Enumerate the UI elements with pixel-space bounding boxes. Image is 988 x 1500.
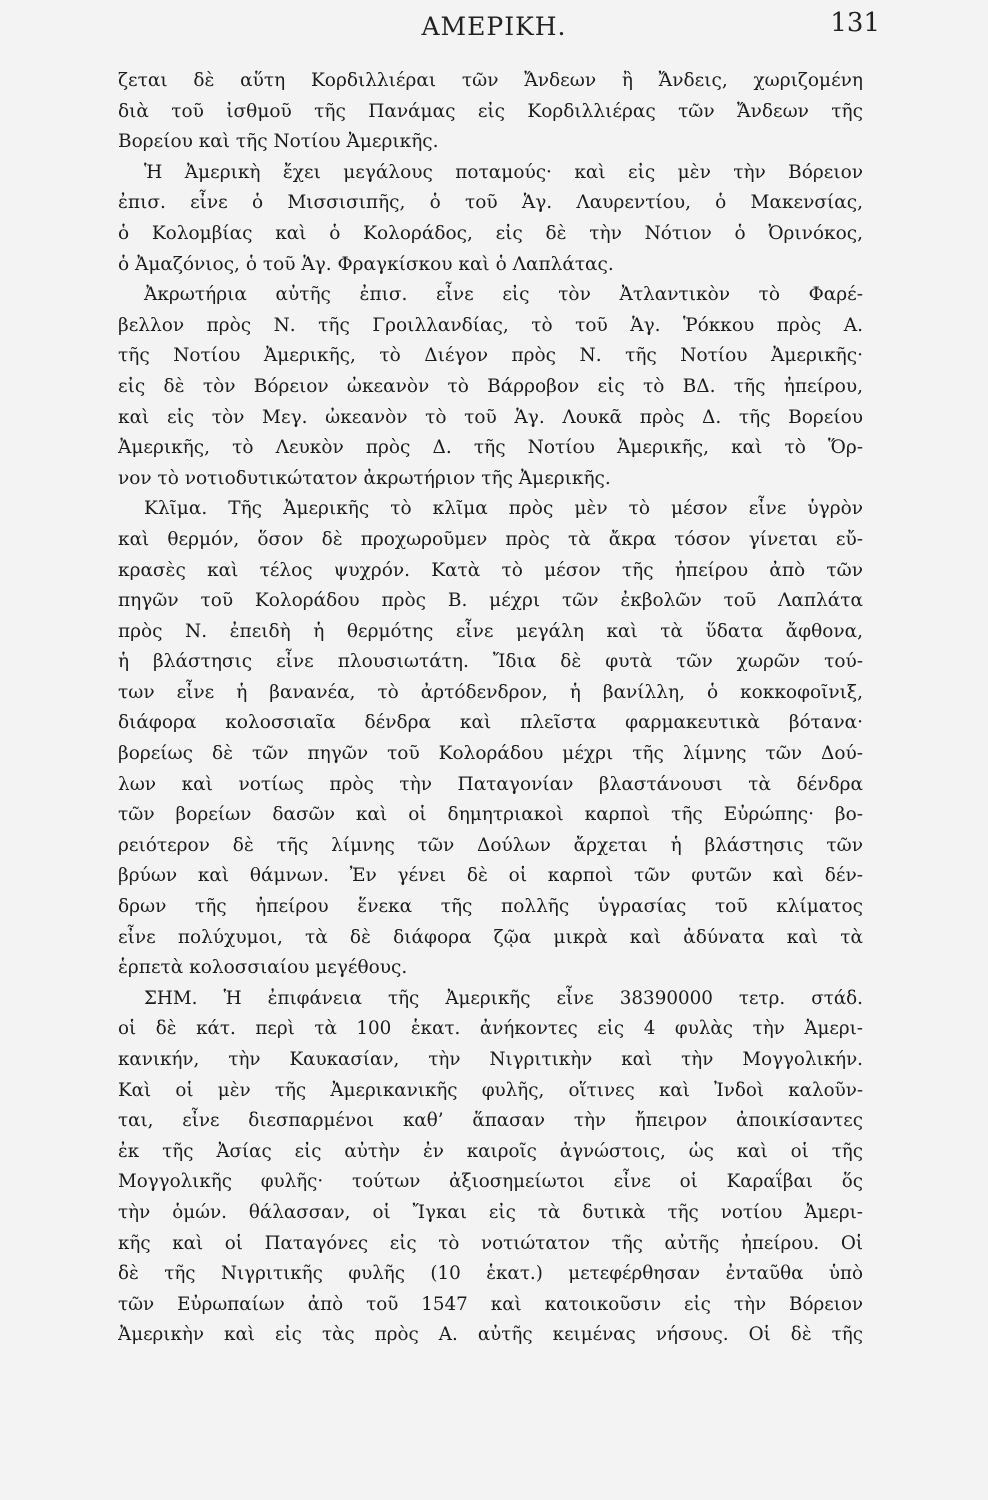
page-header [0, 8, 988, 48]
text-line: διάφορα κολοσσιαῖα δένδρα καὶ πλεῖστα φαρμακευτικὰ βότανα· [118, 712, 863, 734]
text-line: Καὶ οἱ μὲν τῆς Ἀμερικανικῆς φυλῆς, οἵτινες καὶ Ἰνδοὶ καλοῦν- [118, 1079, 863, 1101]
text-line: εἶνε πολύχυμοι, τὰ δὲ διάφορα ζῷα μικρὰ καὶ ἀδύνατα καὶ τὰ [118, 926, 863, 948]
text-line: των εἶνε ἡ βανανέα, τὸ ἀρτόδενδρον, ἡ βανίλλη, ὁ κοκκοφοῖνιξ, [118, 681, 863, 703]
text-line: καὶ θερμόν, ὅσον δὲ προχωροῦμεν πρὸς τὰ ἄκρα τόσον γίνεται εὔ- [118, 528, 863, 550]
text-line: νον τὸ νοτιοδυτικώτατον ἀκρωτήριον τῆς Ἀμερικῆς. [118, 467, 611, 489]
text-line: τῶν βορείων δασῶν καὶ οἱ δημητριακοὶ καρποὶ τῆς Εὐρώπης· βο- [118, 804, 863, 826]
text-line: κανικήν, τὴν Καυκασίαν, τὴν Νιγριτικὴν καὶ τὴν Μογγολικήν. [118, 1049, 863, 1070]
text-line: βελλον πρὸς Ν. τῆς Γροιλλανδίας, τὸ τοῦ Ἁγ. Ῥόκκου πρὸς Α. [118, 314, 863, 336]
text-line: ἐπισ. εἶνε ὁ Μισσισιπῆς, ὁ τοῦ Ἁγ. Λαυρεντίου, ὁ Μακενσίας, [118, 192, 863, 214]
text-line: κῆς καὶ οἱ Παταγόνες εἰς τὸ νοτιώτατον τῆς αὐτῆς ἠπείρου. Οἱ [118, 1232, 863, 1254]
text-line: καὶ εἰς τὸν Μεγ. ὠκεανὸν τὸ τοῦ Ἁγ. Λουκᾶ πρὸς Δ. τῆς Βορείου [118, 406, 863, 428]
text-line: Κλῖμα. Τῆς Ἀμερικῆς τὸ κλῖμα πρὸς μὲν τὸ μέσον εἶνε ὑγρὸν [144, 498, 863, 520]
text-line: Βορείου καὶ τῆς Νοτίου Ἀμερικῆς. [118, 131, 439, 153]
text-line: λων καὶ νοτίως πρὸς τὴν Παταγονίαν βλαστάνουσι τὰ δένδρα [118, 773, 863, 795]
text-line: διὰ τοῦ ἰσθμοῦ τῆς Πανάμας εἰς Κορδιλλιέρας τῶν Ἄνδεων τῆς [118, 100, 863, 122]
text-line: τῶν Εὐρωπαίων ἀπὸ τοῦ 1547 καὶ κατοικοῦσιν εἰς τὴν Βόρειον [118, 1293, 863, 1315]
text-line: τῆς Νοτίου Ἀμερικῆς, τὸ Διέγον πρὸς Ν. τῆς Νοτίου Ἀμερικῆς· [118, 345, 863, 367]
text-line: βορείως δὲ τῶν πηγῶν τοῦ Κολοράδου μέχρι τῆς λίμνης τῶν Δού- [118, 743, 863, 765]
text-line: ἡ βλάστησις εἶνε πλουσιωτάτη. Ἴδια δὲ φυτὰ τῶν χωρῶν τού- [118, 651, 863, 673]
text-line: ἐκ τῆς Ἀσίας εἰς αὐτὴν ἐν καιροῖς ἀγνώστοις, ὡς καὶ οἱ τῆς [118, 1140, 863, 1162]
main-paragraphs [118, 66, 863, 984]
text-line: Ἀκρωτήρια αὐτῆς ἐπισ. εἶνε εἰς τὸν Ἀτλαντικὸν τὸ Φαρέ- [144, 284, 863, 306]
text-line: ἑρπετὰ κολοσσιαίου μεγέθους. [118, 957, 408, 979]
text-line: εἰς δὲ τὸν Βόρειον ὠκεανὸν τὸ Βάρροβον εἰς τὸ ΒΔ. τῆς ἠπείρου, [118, 375, 863, 397]
text-line: Μογγολικῆς φυλῆς· τούτων ἀξιοσημείωτοι εἶνε οἱ Καραΐβαι ὅς [118, 1171, 863, 1193]
text-line: ὁ Κολομβίας καὶ ὁ Κολοράδος, εἰς δὲ τὴν Νότιον ὁ Ὀρινόκος, [118, 222, 863, 244]
text-line: τὴν ὁμών. θάλασσαν, οἱ Ἴγκαι εἰς τὰ δυτικὰ τῆς νοτίου Ἀμερι- [118, 1201, 863, 1223]
body-text [118, 66, 863, 1351]
text-line: δρων τῆς ἠπείρου ἕνεκα τῆς πολλῆς ὑγρασίας τοῦ κλίματος [118, 896, 863, 918]
text-line: κρασὲς καὶ τέλος ψυχρόν. Κατὰ τὸ μέσον τῆς ἠπείρου ἀπὸ τῶν [118, 559, 863, 581]
text-line: δὲ τῆς Νιγριτικῆς φυλῆς (10 ἑκατ.) μετεφέρθησαν ἐνταῦθα ὑπὸ [118, 1263, 863, 1285]
text-line: ρειότερον δὲ τῆς λίμνης τῶν Δούλων ἄρχεται ἡ βλάστησις τῶν [118, 834, 863, 856]
text-line: πηγῶν τοῦ Κολοράδου πρὸς Β. μέχρι τῶν ἐκβολῶν τοῦ Λαπλάτα [118, 590, 863, 612]
text-line: Ἡ Ἀμερικὴ ἔχει μεγάλους ποταμούς· καὶ εἰς μὲν τὴν Βόρειον [144, 161, 863, 183]
text-line: ὁ Ἀμαζόνιος, ὁ τοῦ Ἁγ. Φραγκίσκου καὶ ὁ Λαπλάτας. [118, 253, 614, 275]
text-line: βρύων καὶ θάμνων. Ἐν γένει δὲ οἱ καρποὶ τῶν φυτῶν καὶ δέν- [118, 865, 863, 887]
text-line: ΣΗΜ. Ἡ ἐπιφάνεια τῆς Ἀμερικῆς εἶνε 38390000 τετρ. στάδ. [144, 987, 863, 1009]
note-paragraph [118, 984, 863, 1351]
text-line: ζεται δὲ αὕτη Κορδιλλιέραι τῶν Ἄνδεων ἢ Ἄνδεις, χωριζομένη [118, 70, 863, 91]
text-line: Ἀμερικὴν καὶ εἰς τὰς πρὸς Α. αὐτῆς κειμένας νήσους. Οἱ δὲ τῆς [118, 1324, 863, 1346]
page-number: 131 [830, 8, 880, 38]
text-line: ται, εἶνε διεσπαρμένοι καθ’ ἅπασαν τὴν ἤπειρον ἀποικίσαντες [118, 1110, 863, 1132]
text-line: πρὸς Ν. ἐπειδὴ ἡ θερμότης εἶνε μεγάλη καὶ τὰ ὕδατα ἄφθονα, [118, 620, 863, 642]
text-line: οἱ δὲ κάτ. περὶ τὰ 100 ἑκατ. ἀνήκοντες εἰς 4 φυλὰς τὴν Ἀμερι- [118, 1018, 863, 1040]
text-line: Ἀμερικῆς, τὸ Λευκὸν πρὸς Δ. τῆς Νοτίου Ἀμερικῆς, καὶ τὸ Ὅρ- [118, 437, 863, 459]
running-title: ΑΜΕΡΙΚΗ. [421, 12, 567, 41]
